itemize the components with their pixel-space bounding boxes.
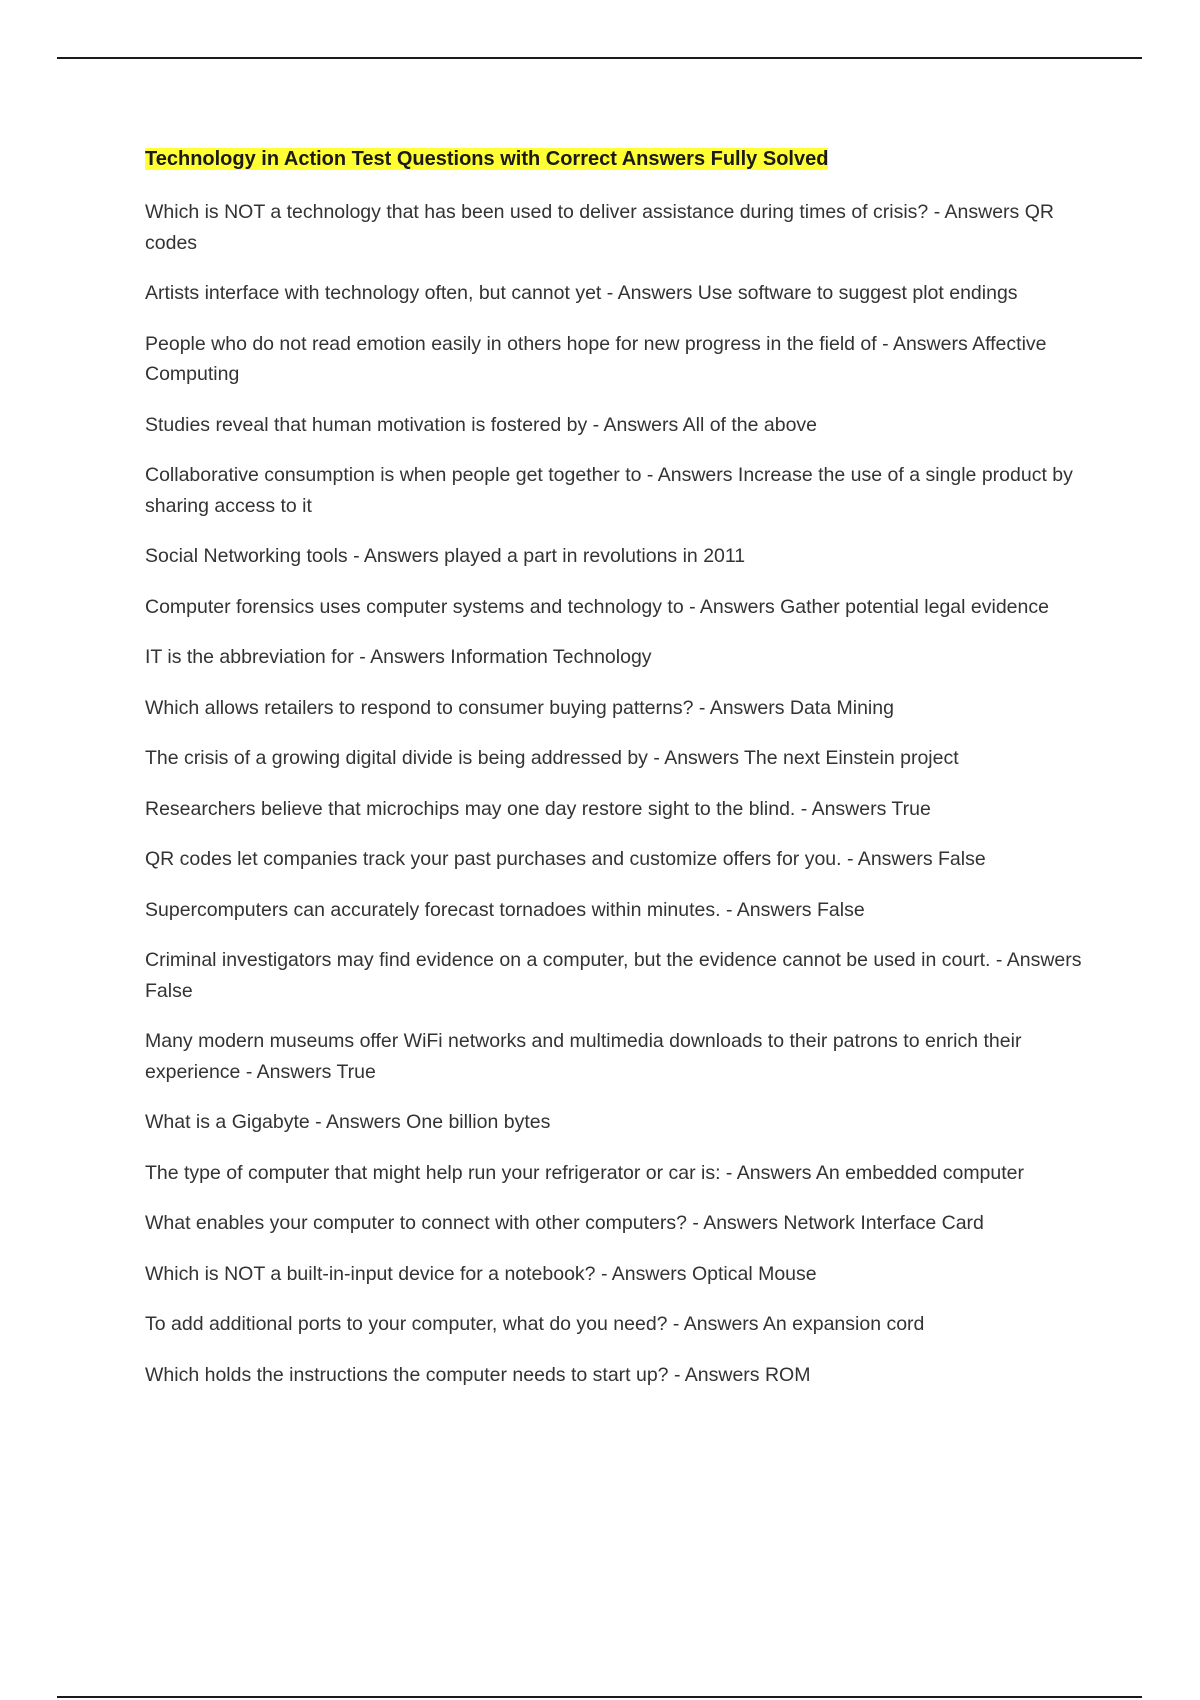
qa-item: QR codes let companies track your past purchases and customize offers for you. - Answers False [145,848,986,870]
qa-item: Studies reveal that human motivation is fostered by - Answers All of the above [145,413,818,436]
title-wrapper [145,145,1090,175]
top-divider [57,57,1142,59]
qa-item: The crisis of a growing digital divide is being addressed by - Answers The next Einstein project [145,747,959,769]
qa-item: Which allows retailers to respond to consumer buying patterns? - Answers Data Mining [145,696,894,719]
qa-item: To add additional ports to your computer, what do you need? - Answers An expansion cord [145,1313,925,1335]
qa-item: What is a Gigabyte - Answers One billion bytes [145,1111,551,1133]
qa-item: Which is NOT a technology that has been used to deliver assistance during times of crisis? - Answers QR codes [145,201,1054,254]
document-body [145,145,1090,1410]
qa-item: Social Networking tools - Answers played a part in revolutions in 2011 [145,545,746,567]
qa-item: Artists interface with technology often, but cannot yet - Answers Use software to suggest plot endings [145,282,1018,304]
qa-item: Computer forensics uses computer systems and technology to - Answers Gather potential legal evidence [145,595,1049,618]
qa-item: Criminal investigators may find evidence on a computer, but the evidence cannot be used in court. - Answers False [145,949,1082,1002]
qa-item: Researchers believe that microchips may one day restore sight to the blind. - Answers True [145,797,931,820]
qa-item: Collaborative consumption is when people get together to - Answers Increase the use of a single product by sharing access to it [145,464,1073,517]
qa-item: People who do not read emotion easily in others hope for new progress in the field of - Answers Affective Computing [145,332,1047,385]
qa-item: Supercomputers can accurately forecast tornadoes within minutes. - Answers False [145,898,865,921]
qa-item: IT is the abbreviation for - Answers Information Technology [145,646,652,668]
qa-item: What enables your computer to connect with other computers? - Answers Network Interface Card [145,1212,984,1234]
qa-item: Which is NOT a built-in-input device for a notebook? - Answers Optical Mouse [145,1262,817,1285]
qa-item: Many modern museums offer WiFi networks and multimedia downloads to their patrons to enrich their experience - Answers True [145,1030,1022,1083]
bottom-divider [57,1696,1142,1698]
document-title: Technology in Action Test Questions with Correct Answers Fully Solved [145,148,829,170]
qa-list [145,197,1090,1390]
qa-item: Which holds the instructions the computer needs to start up? - Answers ROM [145,1363,811,1386]
qa-item: The type of computer that might help run your refrigerator or car is: - Answers An embedded computer [145,1161,1025,1184]
